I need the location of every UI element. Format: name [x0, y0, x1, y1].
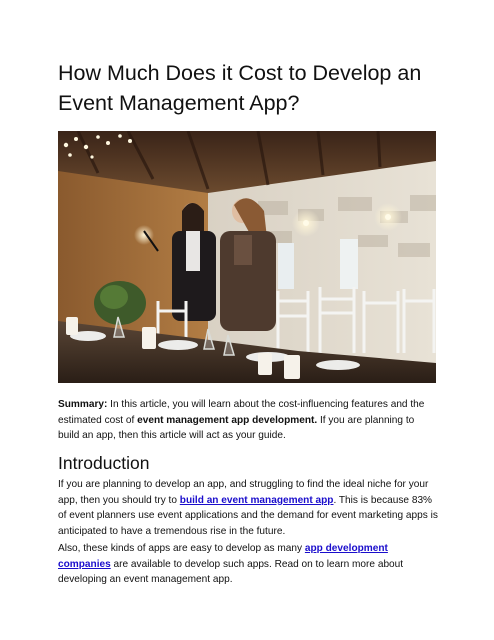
intro-text-2: . This is because 83% of event planners use event applications and the demand for event marketing apps is anticipated to have a tremendous rise in the future. — [58, 494, 438, 537]
summary-bold-phrase: event management app development. — [137, 414, 318, 426]
summary-text-2: If you are planning to build an app, then this article will act as your guide. — [58, 414, 415, 441]
introduction-paragraph — [58, 477, 438, 539]
second-text-1: Also, these kinds of apps are easy to develop as many — [58, 543, 305, 554]
article-title: How Much Does it Cost to Develop an Event Management App? — [58, 61, 422, 115]
second-text-2: are available to develop such apps. Read on to learn more about developing an event management app. — [58, 558, 404, 585]
app-development-companies-link[interactable]: app development companies — [58, 543, 388, 570]
build-event-app-link[interactable]: build an event management app — [179, 494, 334, 506]
summary-label: Summary: — [58, 399, 108, 410]
second-paragraph — [58, 541, 438, 588]
summary-paragraph — [58, 397, 438, 444]
introduction-heading: Introduction — [58, 453, 150, 473]
intro-text-1: If you are planning to develop an app, and struggling to find the ideal niche for your app, then you should try to — [58, 479, 429, 506]
summary-text-1: In this article, you will learn about the cost-influencing features and the estimated cost of — [58, 399, 425, 426]
hero-image — [58, 131, 436, 383]
